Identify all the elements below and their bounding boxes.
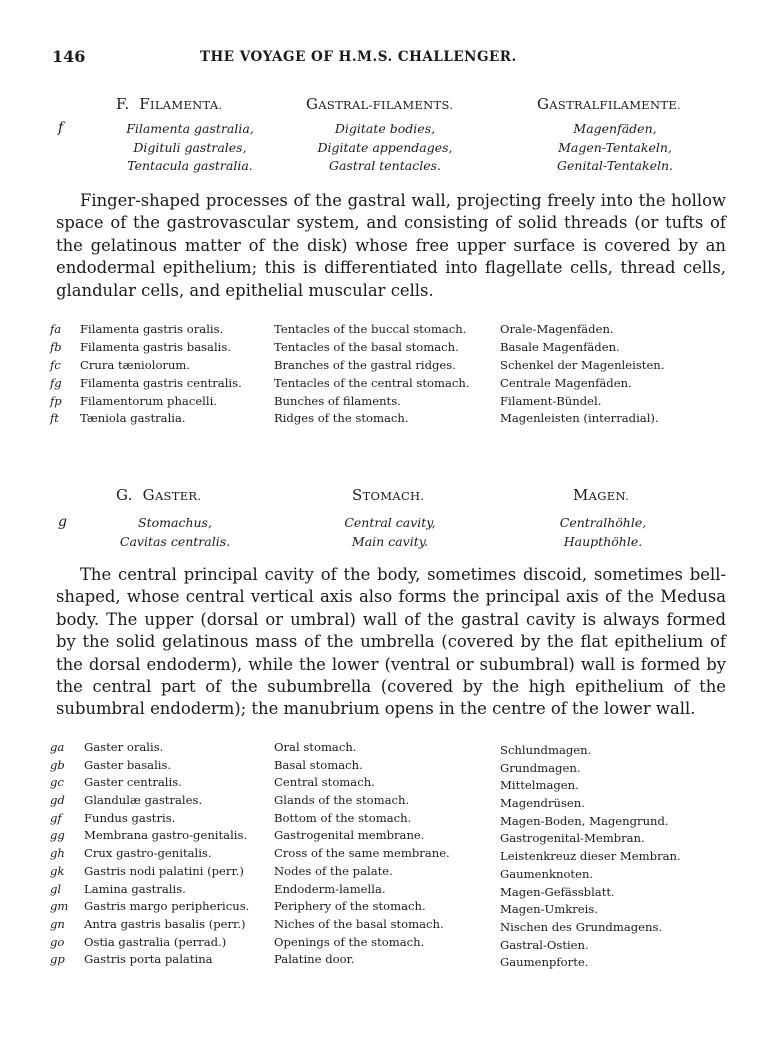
synonym: Tentacula gastralia. — [127, 158, 253, 173]
term-latin: Gaster centralis. — [84, 775, 182, 790]
term-latin: Lamina gastralis. — [84, 881, 186, 896]
term-latin: Gaster basalis. — [84, 757, 172, 772]
term-latin: Gaster oralis. — [84, 740, 164, 754]
section-g-heading-german: MAGEN. — [573, 486, 630, 504]
section-f-german-terms — [500, 321, 664, 428]
term-latin: Glandulæ gastrales. — [84, 793, 203, 808]
running-title: THE VOYAGE OF H.M.S. CHALLENGER. — [200, 49, 517, 65]
synonym: Cavitas centralis. — [119, 533, 231, 549]
term-german: Mittelmagen. — [500, 778, 579, 793]
section-f-symbol: f — [58, 120, 64, 136]
term-german: Magenleisten (interradial). — [500, 411, 659, 426]
term-abbr: go — [50, 934, 65, 949]
term-abbr: gn — [50, 916, 65, 931]
paragraph: The central principal cavity of the body, sometimes discoid, sometimes bell-shaped, whose central vertical axis also forms the principal axis of the Medusa body. The upper (dorsal or umbral) wall of the gastral cavity is always formed by the solid gelatinous mass of the umbrella (covered by the flat epithelium of the dorsal endoderm), while the lower (ventral or subumbral) wall is formed by the central part of the subumbrella (covered by the high epithelium of the subumbral endoderm); the manubrium opens in the centre of the lower wall. — [56, 565, 726, 719]
term-abbr: gh — [50, 846, 65, 861]
term-english: Openings of the stomach. — [274, 934, 425, 949]
synonym: Filamenta gastralia, — [126, 121, 254, 136]
term-abbr: fp — [50, 393, 62, 408]
term-english: Bunches of filaments. — [274, 393, 401, 408]
section-g-symbol: g — [58, 514, 67, 530]
term-latin: Gastris margo periphericus. — [84, 899, 250, 914]
term-latin: Membrana gastro-genitalis. — [84, 828, 248, 843]
term-german: Gaumenpforte. — [500, 955, 589, 970]
synonym: Central cavity, — [344, 515, 436, 530]
synonym: Stomachus, — [138, 515, 212, 530]
synonym: Digitate bodies, — [334, 121, 436, 136]
term-abbr: fa — [50, 322, 62, 336]
section-g-english-synonyms — [295, 514, 485, 551]
term-abbr: gg — [50, 828, 65, 843]
term-german: Gastrogenital-Membran. — [500, 831, 645, 846]
term-english: Gastrogenital membrane. — [274, 828, 425, 843]
term-abbr: ga — [50, 740, 65, 754]
section-g-heading-latin: G. GASTER. — [116, 486, 202, 504]
term-german: Leistenkreuz dieser Membran. — [500, 849, 681, 864]
term-english: Nodes of the palate. — [274, 863, 393, 878]
term-german: Orale-Magenfäden. — [500, 322, 614, 336]
term-latin: Ostia gastralia (perrad.) — [84, 934, 227, 949]
term-english: Central stomach. — [274, 775, 375, 790]
term-english: Branches of the gastral ridges. — [274, 357, 456, 372]
term-abbr: gl — [50, 881, 62, 896]
term-latin: Filamenta gastris basalis. — [80, 339, 232, 354]
term-abbr: gf — [50, 810, 62, 825]
page-number: 146 — [52, 47, 86, 66]
term-latin: Gastris porta palatina — [84, 952, 213, 967]
synonym: Digitate appendages, — [317, 139, 453, 155]
term-abbr: ft — [50, 411, 59, 426]
section-f-german-synonyms — [520, 120, 710, 176]
synonym: Gastral tentacles. — [328, 158, 441, 173]
synonym: Magenfäden, — [573, 121, 657, 136]
term-latin: Filamenta gastris centralis. — [80, 375, 242, 390]
section-g-description — [56, 564, 726, 721]
synonym: Genital-Tentakeln. — [557, 158, 673, 173]
section-g-latin-terms — [84, 739, 249, 969]
term-german: Magendrüsen. — [500, 796, 585, 811]
term-abbr: fc — [50, 357, 61, 372]
term-abbr: gk — [50, 863, 65, 878]
term-abbr: gc — [50, 775, 64, 790]
term-latin: Crura tæniolorum. — [80, 357, 191, 372]
synonym: Centralhöhle, — [559, 515, 647, 530]
term-latin: Filamentorum phacelli. — [80, 393, 217, 408]
term-english: Ridges of the stomach. — [274, 411, 409, 426]
section-f-english-terms — [274, 321, 470, 428]
section-f-description — [56, 190, 726, 302]
term-german: Schlundmagen. — [500, 743, 592, 757]
term-german: Grundmagen. — [500, 760, 581, 775]
term-latin: Fundus gastris. — [84, 810, 176, 825]
section-f-latin-terms — [80, 321, 242, 428]
synonym: Haupthöhle. — [563, 533, 643, 549]
term-german: Basale Magenfäden. — [500, 339, 620, 354]
section-f-latin-synonyms — [100, 120, 280, 176]
term-abbr: gm — [50, 899, 69, 914]
section-g-german-synonyms — [508, 514, 698, 551]
term-english: Tentacles of the central stomach. — [274, 375, 470, 390]
section-g-english-terms — [274, 739, 450, 969]
term-english: Tentacles of the buccal stomach. — [274, 322, 467, 336]
term-abbr: fb — [50, 339, 62, 354]
term-english: Glands of the stomach. — [274, 793, 410, 808]
section-g-heading-english: STOMACH. — [352, 486, 425, 504]
term-english: Periphery of the stomach. — [274, 899, 426, 914]
section-f-english-synonyms — [290, 120, 480, 176]
term-english: Tentacles of the basal stomach. — [274, 339, 459, 354]
term-latin: Antra gastris basalis (perr.) — [84, 916, 246, 931]
term-abbr: gb — [50, 757, 65, 772]
term-german: Filament-Bündel. — [500, 393, 602, 408]
term-german: Magen-Gefässblatt. — [500, 884, 615, 899]
term-abbr: gp — [50, 952, 65, 967]
term-english: Bottom of the stomach. — [274, 810, 412, 825]
term-german: Nischen des Grundmagens. — [500, 919, 663, 934]
paragraph: Finger-shaped processes of the gastral wall, projecting freely into the hollow space of the gastrovascular system, and consisting of solid threads (or tufts of the gelatinous matter of the disk) whose free upper surface is covered by an endodermal epithelium; this is differentiated into flagellate cells, thread cells, glandular cells, and epithelial muscular cells. — [56, 191, 726, 300]
synonym: Magen-Tentakeln, — [558, 139, 672, 155]
term-english: Niches of the basal stomach. — [274, 916, 444, 931]
section-g-abbreviations — [50, 739, 68, 969]
section-g-latin-synonyms — [85, 514, 265, 551]
section-f-heading-english: GASTRAL-FILAMENTS. — [306, 95, 454, 113]
term-abbr: gd — [50, 793, 65, 808]
term-english: Palatine door. — [274, 952, 355, 967]
term-german: Gastral-Ostien. — [500, 937, 589, 952]
term-english: Basal stomach. — [274, 757, 363, 772]
section-f-heading-latin: F. FILAMENTA. — [116, 95, 223, 113]
term-german: Magen-Boden, Magengrund. — [500, 813, 669, 828]
term-english: Endoderm-lamella. — [274, 881, 386, 896]
section-f-abbreviations — [50, 321, 62, 428]
term-german: Magen-Umkreis. — [500, 902, 598, 917]
synonym: Main cavity. — [351, 533, 429, 549]
section-f-heading-german: GASTRALFILAMENTE. — [537, 95, 681, 113]
term-latin: Gastris nodi palatini (perr.) — [84, 863, 244, 878]
term-german: Gaumenknoten. — [500, 866, 594, 881]
term-english: Oral stomach. — [274, 740, 357, 754]
section-g-german-terms — [500, 742, 681, 972]
term-latin: Filamenta gastris oralis. — [80, 322, 224, 336]
term-abbr: fg — [50, 375, 62, 390]
term-german: Schenkel der Magenleisten. — [500, 357, 665, 372]
term-german: Centrale Magenfäden. — [500, 375, 632, 390]
term-latin: Crux gastro-genitalis. — [84, 846, 212, 861]
synonym: Digituli gastrales, — [133, 139, 247, 155]
term-english: Cross of the same membrane. — [274, 846, 450, 861]
term-latin: Tæniola gastralia. — [80, 411, 186, 426]
